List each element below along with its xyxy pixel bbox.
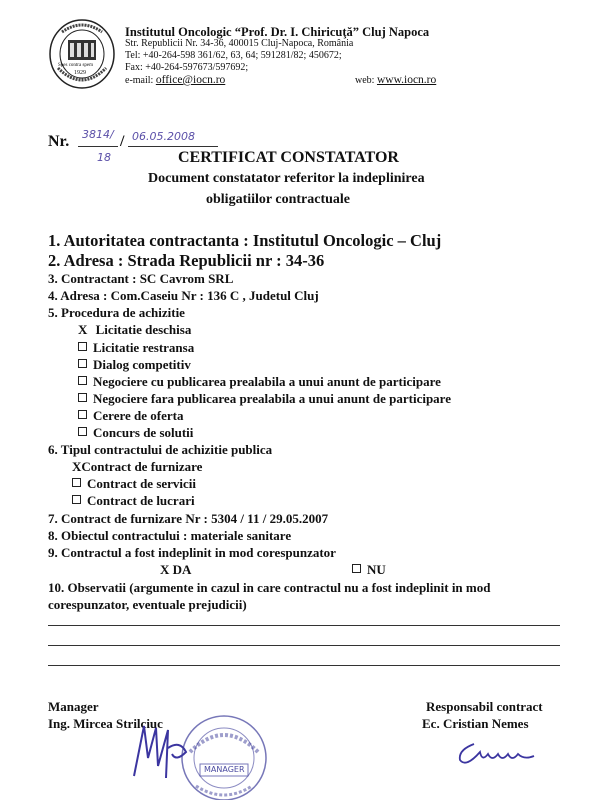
item-fulfilled: 9. Contractul a fost indeplinit in mod corespunzator: [48, 545, 336, 560]
doc-title: CERTIFICAT CONSTATATOR: [178, 149, 399, 166]
item-authority: 1. Autoritatea contractanta : Institutul Oncologic – Cluj: [48, 231, 442, 250]
item-procedure: 5. Procedura de achizitie: [48, 305, 185, 320]
reg-number: 3814/: [82, 128, 114, 141]
item-contract-object: 8. Obiectul contractului : materiale sanitare: [48, 528, 292, 543]
item-contract-number: 7. Contract de furnizare Nr : 5304 / 11 / 29.05.2007: [48, 511, 329, 526]
checkbox-icon: [78, 359, 87, 368]
reg-date: 06.05.2008: [132, 130, 195, 143]
item-observations-cont: corespunzator, eventuale prejudicii): [48, 597, 247, 612]
reg-slash: /: [120, 133, 125, 150]
checkbox-icon: [78, 342, 87, 351]
responsible-signature: [452, 732, 544, 768]
observations-line: [48, 645, 560, 646]
item-contractor-address: 4. Adresa : Com.Caseiu Nr : 136 C , Judetul Cluj: [48, 288, 319, 303]
procedure-option: Concurs de solutii: [78, 425, 193, 441]
email-link[interactable]: office@iocn.ro: [155, 74, 226, 86]
procedure-option-selected: [78, 322, 191, 338]
checkbox-icon: [78, 376, 87, 385]
item-address: 2. Adresa : Strada Republicii nr : 34-36: [48, 251, 325, 270]
x-mark: X: [72, 459, 82, 474]
doc-subtitle-2: obligatiilor contractuale: [206, 192, 350, 207]
observations-line: [48, 625, 560, 626]
checkbox-icon: [72, 478, 81, 487]
web-label: web:: [355, 75, 375, 86]
institution-name: Institutul Oncologic “Prof. Dr. I. Chiricuţă” Cluj Napoca: [125, 25, 430, 39]
address-line: Str. Republicii Nr. 34-36, 400015 Cluj-Napoca, România: [125, 38, 354, 49]
phone-line: Tel: +40-264-598 361/62, 63, 64; 591281/82; 450672;: [125, 50, 342, 61]
fulfilled-yes: X DA: [160, 562, 192, 577]
checkbox-icon: [352, 564, 361, 573]
institution-logo: [48, 18, 116, 90]
type-option-selected: XContract de furnizare: [72, 459, 203, 474]
reg-sub: 18: [97, 151, 111, 164]
procedure-option: Dialog competitiv: [78, 357, 191, 373]
doc-subtitle-1: Document constatator referitor la indeplinirea: [148, 171, 425, 186]
fax-line: Fax: +40-264-597673/597692;: [125, 62, 249, 73]
fulfilled-no: NU: [352, 562, 386, 578]
item-contractor: 3. Contractant : SC Cavrom SRL: [48, 271, 234, 286]
item-contract-type: 6. Tipul contractului de achizitie publica: [48, 442, 273, 457]
email-label: e-mail:: [125, 75, 154, 86]
procedure-option: Licitatie restransa: [78, 340, 194, 356]
checkbox-icon: [78, 410, 87, 419]
procedure-option: Negociere cu publicarea prealabila a unui anunt de participare: [78, 374, 441, 390]
procedure-option: Negociere fara publicarea prealabila a unui anunt de participare: [78, 391, 451, 407]
web-link[interactable]: www.iocn.ro: [376, 74, 437, 86]
procedure-option: Cerere de oferta: [78, 408, 183, 424]
procedure-label: Licitatie deschisa: [95, 322, 192, 337]
checkbox-icon: [78, 393, 87, 402]
checkbox-icon: [78, 427, 87, 436]
official-stamp: [178, 712, 270, 800]
type-option: Contract de servicii: [72, 476, 196, 492]
logo-year: 1929: [74, 70, 86, 76]
item-observations: 10. Observatii (argumente in cazul in care contractul nu a fost indeplinit in mod: [48, 580, 491, 595]
reg-prefix: Nr.: [48, 133, 70, 150]
x-mark: X: [78, 322, 88, 337]
right-role: Responsabil contract: [426, 699, 543, 714]
letterhead: [125, 26, 595, 88]
observations-line: [48, 665, 560, 666]
logo-motto: Spes contra spem: [58, 63, 93, 68]
checkbox-icon: [72, 495, 81, 504]
left-role: Manager: [48, 699, 99, 714]
left-name: Ing. Mircea Strilciuc: [48, 716, 163, 731]
stamp-center-text: MANAGER: [204, 765, 245, 774]
type-option: Contract de lucrari: [72, 493, 195, 509]
right-name: Ec. Cristian Nemes: [422, 716, 529, 731]
